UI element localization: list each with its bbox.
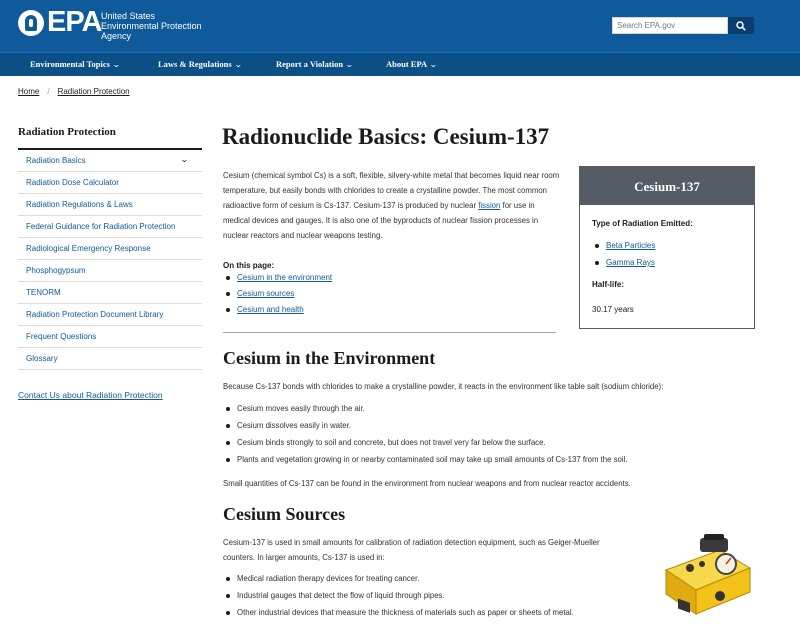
sidebar-item-document-library[interactable]: [18, 304, 202, 326]
epa-logo[interactable]: [18, 8, 101, 37]
breadcrumb-separator: /: [47, 87, 50, 96]
main-nav: [0, 52, 800, 76]
agency-name: [101, 11, 202, 41]
fission-link[interactable]: fission: [478, 201, 501, 210]
sidebar-item-federal-guidance[interactable]: [18, 216, 202, 238]
list-item: [592, 241, 655, 258]
search-icon: [736, 21, 746, 31]
nav-label: Report a Violation: [276, 59, 344, 69]
sidebar-item-label: Phosphogypsum: [26, 266, 86, 275]
intro-text-2: for use in medical devices and gauges. It is also one of the byproducts of nuclear fission processes in nuclear reactors and nuclear weapons testing.: [223, 201, 539, 240]
list-item: Industrial gauges that detect the flow of liquid through pipes.: [223, 591, 574, 608]
list-item: [223, 273, 332, 289]
search-input[interactable]: [612, 17, 728, 34]
search-button[interactable]: [728, 17, 754, 34]
epa-flower-icon: [18, 10, 44, 36]
cesium-infobox: [579, 166, 755, 329]
radiation-type-label: Type of Radiation Emitted:: [592, 219, 693, 228]
radiation-meter-illustration: [660, 530, 756, 618]
nav-environmental-topics[interactable]: [30, 59, 120, 69]
list-item: Medical radiation therapy devices for treating cancer.: [223, 574, 574, 591]
site-header: [0, 0, 800, 52]
sidebar-item-phosphogypsum[interactable]: [18, 260, 202, 282]
sources-heading: Cesium Sources: [223, 504, 346, 524]
sidebar-item-regulations-laws[interactable]: [18, 194, 202, 216]
sidebar-item-label: Federal Guidance for Radiation Protection: [26, 222, 176, 231]
environment-bullets: [223, 404, 627, 472]
list-item: Cesium moves easily through the air.: [223, 404, 627, 421]
list-item: Plants and vegetation growing in or nearby contaminated soil may take up small amounts of Cs-137 from the soil.: [223, 455, 627, 472]
sidebar-item-label: Frequent Questions: [26, 332, 97, 341]
nav-label: About EPA: [386, 59, 428, 69]
sidebar-title: Radiation Protection: [18, 126, 116, 138]
breadcrumb-radiation-protection[interactable]: Radiation Protection: [57, 87, 130, 96]
sidebar-item-emergency-response[interactable]: [18, 238, 202, 260]
chevron-down-icon: ⌄: [345, 60, 354, 69]
nav-laws-regulations[interactable]: [158, 59, 241, 69]
list-item: Cesium binds strongly to soil and concrete, but does not travel very far below the surface.: [223, 438, 627, 455]
sidebar-item-frequent-questions[interactable]: [18, 326, 202, 348]
sidebar-item-label: Radiation Protection Document Library: [26, 310, 164, 319]
sidebar-item-tenorm[interactable]: [18, 282, 202, 304]
jump-link-health[interactable]: Cesium and health: [237, 305, 304, 314]
sidebar-menu: [18, 148, 202, 370]
beta-particles-link[interactable]: Beta Particles: [606, 241, 656, 250]
on-this-page-label: On this page:: [223, 261, 275, 270]
agency-line-2: Environmental Protection: [101, 21, 202, 31]
sidebar-item-label: Radiation Dose Calculator: [26, 178, 119, 187]
chevron-down-icon: ⌄: [233, 60, 243, 69]
sidebar-item-label: Radiological Emergency Response: [26, 244, 151, 253]
jump-link-sources[interactable]: Cesium sources: [237, 289, 295, 298]
chevron-down-icon[interactable]: ⌄: [180, 155, 190, 164]
logo-text: EPA: [47, 6, 102, 38]
environment-outro: Small quantities of Cs-137 can be found in the environment from nuclear weapons and from nuclear reactor accidents.: [223, 479, 631, 488]
sidebar-item-glossary[interactable]: [18, 348, 202, 370]
intro-paragraph: [223, 168, 560, 243]
sidebar-item-label: TENORM: [26, 288, 61, 297]
radiation-type-list: [592, 241, 655, 275]
breadcrumb: [18, 87, 130, 96]
chevron-down-icon: ⌄: [111, 60, 121, 69]
list-item: Other industrial devices that measure the thickness of materials such as paper or sheets of metal.: [223, 608, 574, 625]
jump-link-environment[interactable]: Cesium in the environment: [237, 273, 333, 282]
gamma-rays-link[interactable]: Gamma Rays: [606, 258, 655, 267]
chevron-down-icon: ⌄: [429, 60, 438, 69]
environment-intro: Because Cs-137 bonds with chlorides to make a crystalline powder, it reacts in the environment like table salt (sodium chloride):: [223, 382, 664, 391]
environment-heading: Cesium in the Environment: [223, 348, 436, 368]
nav-about-epa[interactable]: [386, 59, 437, 69]
nav-label: Environmental Topics: [30, 59, 110, 69]
infobox-title: Cesium-137: [580, 167, 754, 205]
sidebar-item-label: Radiation Basics: [26, 156, 86, 165]
sources-intro: Cesium-137 is used in small amounts for calibration of radiation detection equipment, such as Geiger-Mueller counters. In larger amounts, Cs-137 is used in:: [223, 538, 600, 562]
page-title: Radionuclide Basics: Cesium-137: [222, 124, 550, 149]
nav-label: Laws & Regulations: [158, 59, 232, 69]
halflife-label: Half-life:: [592, 280, 624, 289]
nav-report-violation[interactable]: [276, 59, 353, 69]
agency-line-1: United States: [101, 11, 156, 21]
sidebar-item-label: Glossary: [26, 354, 58, 363]
search-form: [612, 17, 754, 34]
sidebar-item-dose-calculator[interactable]: [18, 172, 202, 194]
halflife-value: 30.17 years: [592, 305, 634, 314]
on-this-page-list: [223, 273, 332, 321]
agency-line-3: Agency: [101, 31, 132, 41]
breadcrumb-home[interactable]: Home: [18, 87, 40, 96]
list-item: [223, 305, 332, 321]
list-item: [592, 258, 655, 275]
list-item: [223, 289, 332, 305]
list-item: Cesium dissolves easily in water.: [223, 421, 627, 438]
section-divider: [223, 332, 556, 333]
sidebar-item-label: Radiation Regulations & Laws: [26, 200, 133, 209]
sources-bullets: [223, 574, 574, 625]
intro-text-1: Cesium (chemical symbol Cs) is a soft, flexible, silvery-white metal that becomes liquid near room temperature, but easily bonds with chlorides to create a crystalline powder. The most common radioactive form of cesium is Cs-137. Cesium-137 is produced by nuclear: [223, 171, 560, 210]
contact-link[interactable]: Contact Us about Radiation Protection: [18, 390, 163, 400]
sidebar-item-radiation-basics[interactable]: [18, 150, 202, 172]
